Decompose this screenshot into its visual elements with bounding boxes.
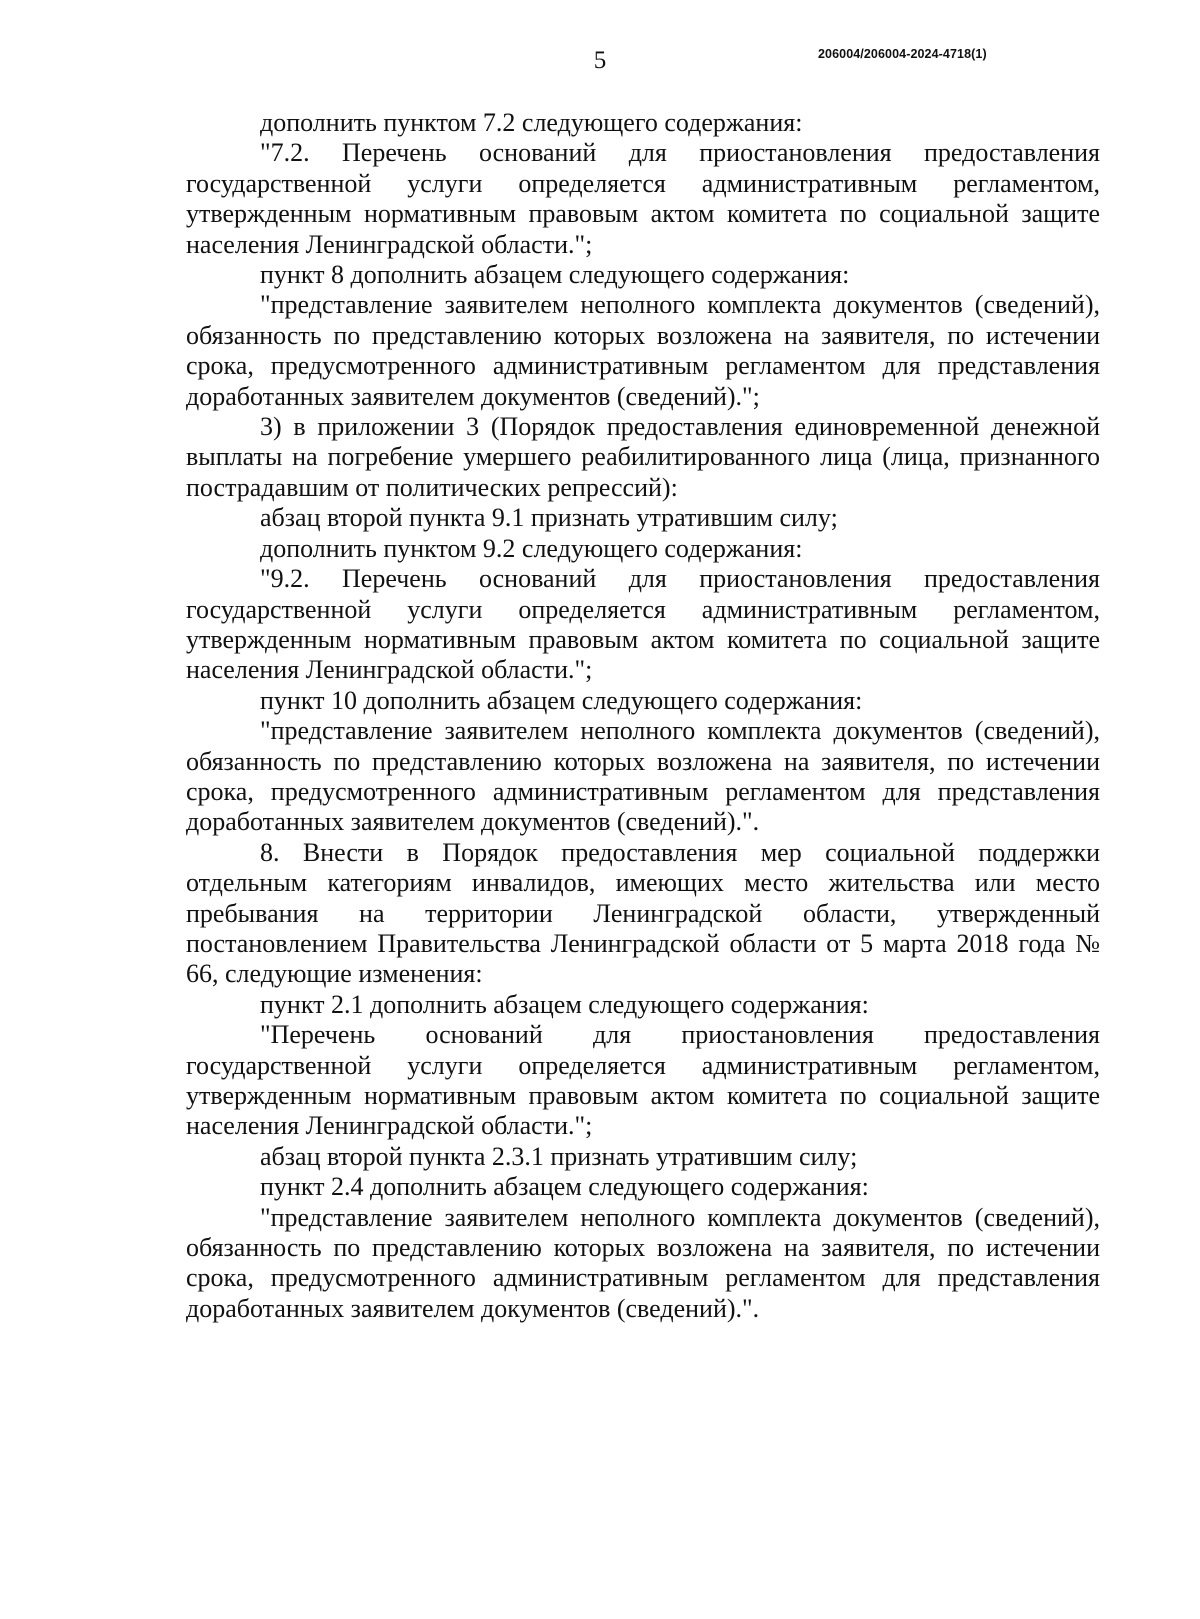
paragraph: "представление заявителем неполного комплекта документов (сведений), обязанность по представлению которых возложена на заявителя, по истечении срока, предусмотренного административным регламентом для представления доработанных заявителем документов (сведений).".: [186, 716, 1100, 837]
page-number: 5: [593, 47, 607, 74]
paragraph: "Перечень оснований для приостановления предоставления государственной услуги определяется административным регламентом, утвержденным нормативным правовым актом комитета по социальной защите населения Ленинградской области.";: [186, 1020, 1100, 1141]
paragraph: "9.2. Перечень оснований для приостановления предоставления государственной услуги определяется административным регламентом, утвержденным нормативным правовым актом комитета по социальной защите населения Ленинградской области.";: [186, 564, 1100, 685]
paragraph: абзац второй пункта 9.1 признать утратившим силу;: [260, 503, 838, 533]
paragraph: пункт 2.1 дополнить абзацем следующего содержания:: [260, 989, 869, 1019]
document-body: [186, 108, 1100, 1324]
paragraph: дополнить пунктом 9.2 следующего содержания:: [260, 533, 803, 563]
paragraph: дополнить пунктом 7.2 следующего содержания:: [260, 108, 803, 137]
paragraph: 8. Внести в Порядок предоставления мер социальной поддержки отдельным категориям инвалидов, имеющих место жительства или место пребывания на территории Ленинградской области, утвержденный постановлением Правительства Ленинградской области от 5 марта 2018 года № 66, следующие изменения:: [186, 837, 1100, 989]
paragraph: "представление заявителем неполного комплекта документов (сведений), обязанность по представлению которых возложена на заявителя, по истечении срока, предусмотренного административным регламентом для представления доработанных заявителем документов (сведений).";: [186, 290, 1100, 411]
paragraph: пункт 2.4 дополнить абзацем следующего содержания:: [260, 1172, 869, 1202]
paragraph: пункт 8 дополнить абзацем следующего содержания:: [260, 260, 850, 290]
paragraph: "7.2. Перечень оснований для приостановления предоставления государственной услуги определяется административным регламентом, утвержденным нормативным правовым актом комитета по социальной защите населения Ленинградской области.";: [186, 138, 1100, 259]
paragraph: 3) в приложении 3 (Порядок предоставления единовременной денежной выплаты на погребение умершего реабилитированного лица (лица, признанного пострадавшим от политических репрессий):: [186, 412, 1100, 502]
paragraph: "представление заявителем неполного комплекта документов (сведений), обязанность по представлению которых возложена на заявителя, по истечении срока, предусмотренного административным регламентом для представления доработанных заявителем документов (сведений).".: [186, 1202, 1100, 1323]
paragraph: абзац второй пункта 2.3.1 признать утратившим силу;: [260, 1141, 858, 1171]
paragraph: пункт 10 дополнить абзацем следующего содержания:: [260, 685, 863, 715]
document-id: 206004/206004-2024-4718(1): [818, 47, 987, 61]
